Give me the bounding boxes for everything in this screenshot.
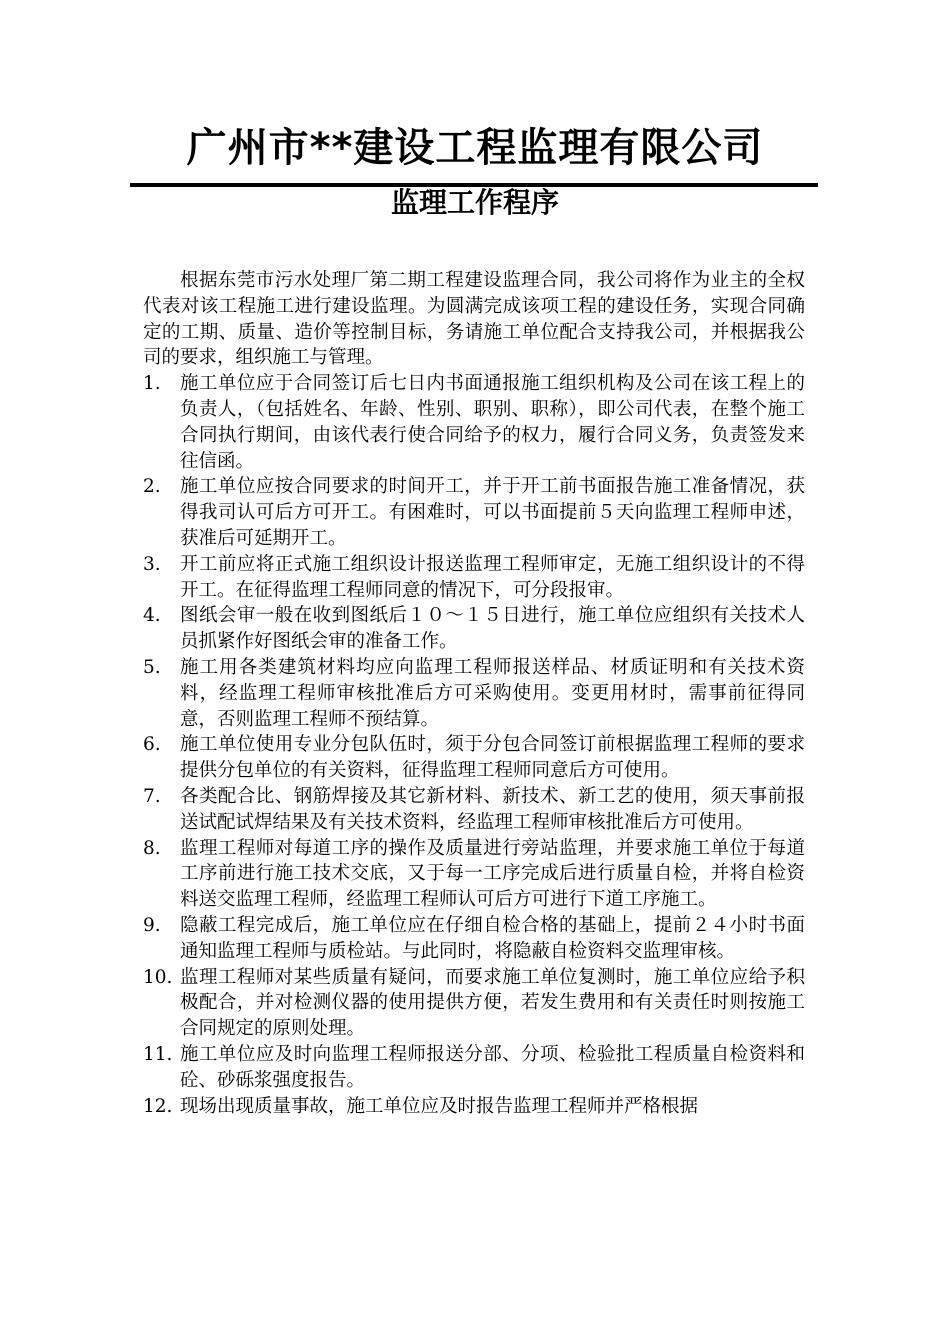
item-text: 监理工程师对某些质量有疑问，而要求施工单位复测时，施工单位应给予积极配合，并对检测仪器的使用提供方便，若发生费用和有关责任时则按施工合同规定的原则处理。 — [180, 966, 805, 1040]
item-text: 现场出现质量事故，施工单位应及时报告监理工程师并严格根据 — [180, 1095, 699, 1117]
document-subtitle: 监理工作程序 — [390, 186, 559, 219]
list-item — [143, 655, 805, 732]
item-text: 图纸会审一般在收到图纸后１０～１５日进行，施工单位应组织有关技术人员抓紧作好图纸会审的准备工作。 — [180, 605, 805, 653]
item-number: 2. — [143, 476, 161, 498]
procedure-list — [143, 371, 805, 1119]
item-text: 各类配合比、钢筋焊接及其它新材料、新技术、新工艺的使用，须天事前报送试配试焊结果及有关技术资料，经监理工程师审核批准后方可使用。 — [180, 785, 805, 833]
item-number: 1. — [143, 373, 161, 395]
item-text: 隐蔽工程完成后，施工单位应在仔细自检合格的基础上，提前２４小时书面通知监理工程师与质检站。与此同时，将隐蔽自检资料交监理审核。 — [180, 914, 805, 962]
item-number: 3. — [143, 553, 161, 575]
list-item — [143, 371, 805, 474]
item-number: 9. — [143, 914, 161, 936]
item-number: 7. — [143, 785, 161, 807]
item-text: 施工单位应于合同签订后七日内书面通报施工组织机构及公司在该工程上的负责人，（包括姓名、年龄、性别、职别、职称），即公司代表，在整个施工合同执行期间，由该代表行使合同给予的权力，履行合同义务，负责签发来往信函。 — [180, 373, 805, 472]
list-item — [143, 913, 805, 965]
item-number: 5. — [143, 656, 161, 678]
item-text: 施工单位应按合同要求的时间开工，并于开工前书面报告施工准备情况，获得我司认可后方可开工。有困难时，可以书面提前５天向监理工程师申述，获准后可延期开工。 — [180, 476, 805, 549]
list-item — [143, 603, 805, 655]
item-number: 10. — [143, 966, 173, 988]
item-text: 开工前应将正式施工组织设计报送监理工程师审定，无施工组织设计的不得开工。在征得监理工程师同意的情况下，可分段报审。 — [180, 553, 805, 601]
list-item — [143, 965, 805, 1042]
item-number: 11. — [143, 1043, 173, 1065]
list-item — [143, 474, 805, 551]
list-item — [143, 1042, 805, 1094]
list-item — [143, 784, 805, 836]
item-number: 4. — [143, 605, 161, 627]
list-item — [143, 552, 805, 604]
intro-paragraph: 根据东莞市污水处理厂第二期工程建设监理合同，我公司将作为业主的全权代表对该工程施工进行建设监理。为圆满完成该项工程的建设任务，实现合同确定的工期、质量、造价等控制目标，务请施工单位配合支持我公司，并根据我公司的要求，组织施工与管理。 — [143, 270, 805, 369]
item-number: 8. — [143, 837, 161, 859]
list-item — [143, 836, 805, 913]
item-number: 6. — [143, 734, 161, 756]
item-text: 施工单位应及时向监理工程师报送分部、分项、检验批工程质量自检资料和砼、砂砾浆强度报告。 — [180, 1043, 805, 1091]
item-text: 施工单位使用专业分包队伍时，须于分包合同签订前根据监理工程师的要求提供分包单位的有关资料，征得监理工程师同意后方可使用。 — [180, 734, 805, 782]
list-item — [143, 1094, 805, 1120]
item-number: 12. — [143, 1095, 173, 1117]
company-title: 广州市**建设工程监理有限公司 — [186, 125, 764, 171]
item-text: 监理工程师对每道工序的操作及质量进行旁站监理，并要求施工单位于每道工序前进行施工技术交底，又于每一工序完成后进行质量自检，并将自检资料送交监理工程师，经监理工程师认可后方可进行下道工序施工。 — [180, 837, 805, 911]
item-text: 施工用各类建筑材料均应向监理工程师报送样品、材质证明和有关技术资料，经监理工程师审核批准后方可采购使用。变更用材时，需事前征得同意，否则监理工程师不预结算。 — [180, 656, 805, 730]
document-body — [143, 268, 805, 1119]
list-item — [143, 732, 805, 784]
